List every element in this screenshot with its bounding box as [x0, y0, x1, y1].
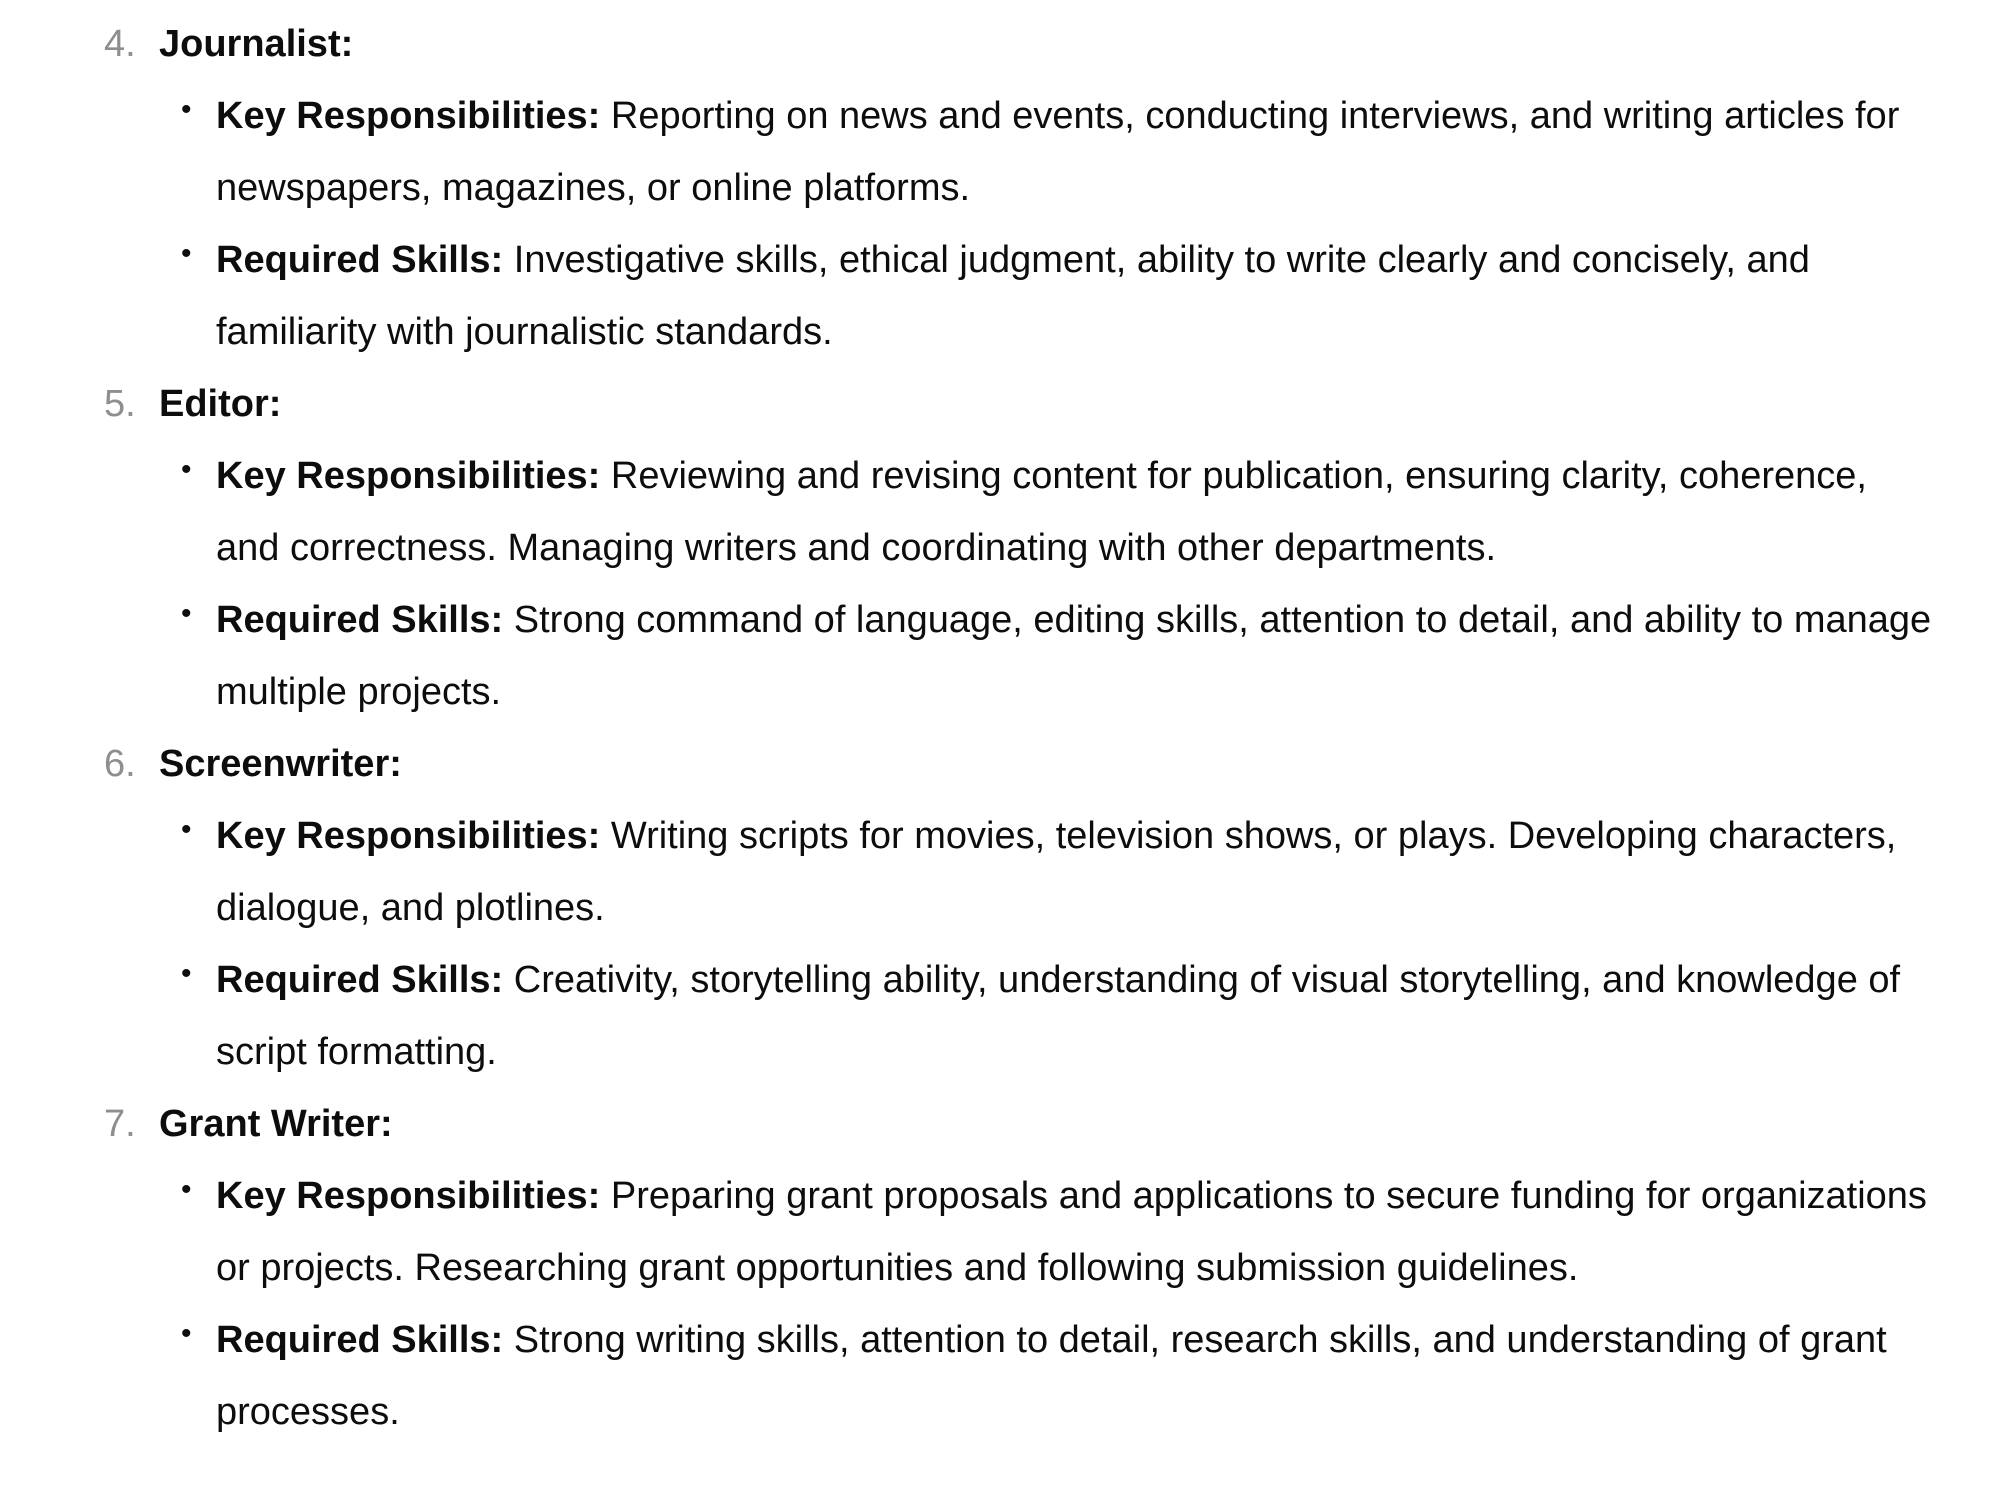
skills-item — [0, 584, 2000, 728]
responsibilities-text: Reviewing and revising content for publication, ensuring clarity, coherence, and correctness. Managing writers and coordinating with other departments. — [216, 455, 1867, 569]
list-number: 6. — [104, 743, 136, 785]
career-title: Grant Writer: — [159, 1103, 393, 1145]
skills-text: Strong writing skills, attention to detail, research skills, and understanding of grant processes. — [216, 1319, 1887, 1433]
skills-label: Required Skills: — [216, 959, 504, 1001]
career-journalist — [0, 8, 2000, 368]
bullet-icon: • — [181, 813, 192, 846]
responsibilities-item — [0, 1160, 2000, 1304]
skills-text: Strong command of language, editing skills, attention to detail, and ability to manage multiple projects. — [216, 599, 1932, 713]
bullet-icon: • — [181, 93, 192, 126]
responsibilities-item — [0, 80, 2000, 224]
skills-item — [0, 944, 2000, 1088]
career-editor — [0, 368, 2000, 728]
responsibilities-label: Key Responsibilities: — [216, 95, 601, 137]
responsibilities-text: Writing scripts for movies, television shows, or plays. Developing characters, dialogue, and plotlines. — [216, 815, 1897, 929]
responsibilities-text: Preparing grant proposals and applications to secure funding for organizations or projects. Researching grant opportunities and following submission guidelines. — [216, 1175, 1927, 1289]
responsibilities-item — [0, 440, 2000, 584]
career-heading — [0, 8, 2000, 80]
career-heading — [0, 1088, 2000, 1160]
bullet-icon: • — [181, 1173, 192, 1206]
skills-label: Required Skills: — [216, 239, 504, 281]
skills-label: Required Skills: — [216, 1319, 504, 1361]
responsibilities-label: Key Responsibilities: — [216, 455, 601, 497]
bullet-icon: • — [181, 597, 192, 630]
skills-item — [0, 224, 2000, 368]
skills-text: Creativity, storytelling ability, understanding of visual storytelling, and knowledge of script formatting. — [216, 959, 1901, 1073]
career-grant-writer — [0, 1088, 2000, 1448]
bullet-icon: • — [181, 1317, 192, 1350]
skills-text: Investigative skills, ethical judgment, ability to write clearly and concisely, and familiarity with journalistic standards. — [216, 239, 1810, 353]
career-title: Editor: — [159, 383, 282, 425]
career-heading — [0, 368, 2000, 440]
bullet-icon: • — [181, 237, 192, 270]
career-title: Screenwriter: — [159, 743, 402, 785]
bullet-icon: • — [181, 453, 192, 486]
responsibilities-label: Key Responsibilities: — [216, 815, 601, 857]
skills-item — [0, 1304, 2000, 1448]
responsibilities-item — [0, 800, 2000, 944]
bullet-icon: • — [181, 957, 192, 990]
career-title: Journalist: — [159, 23, 354, 65]
list-number: 7. — [104, 1103, 136, 1145]
responsibilities-label: Key Responsibilities: — [216, 1175, 601, 1217]
responsibilities-text: Reporting on news and events, conducting interviews, and writing articles for newspapers, magazines, or online platforms. — [216, 95, 1900, 209]
career-heading — [0, 728, 2000, 800]
list-number: 4. — [104, 23, 136, 65]
career-screenwriter — [0, 728, 2000, 1088]
skills-label: Required Skills: — [216, 599, 504, 641]
list-number: 5. — [104, 383, 136, 425]
